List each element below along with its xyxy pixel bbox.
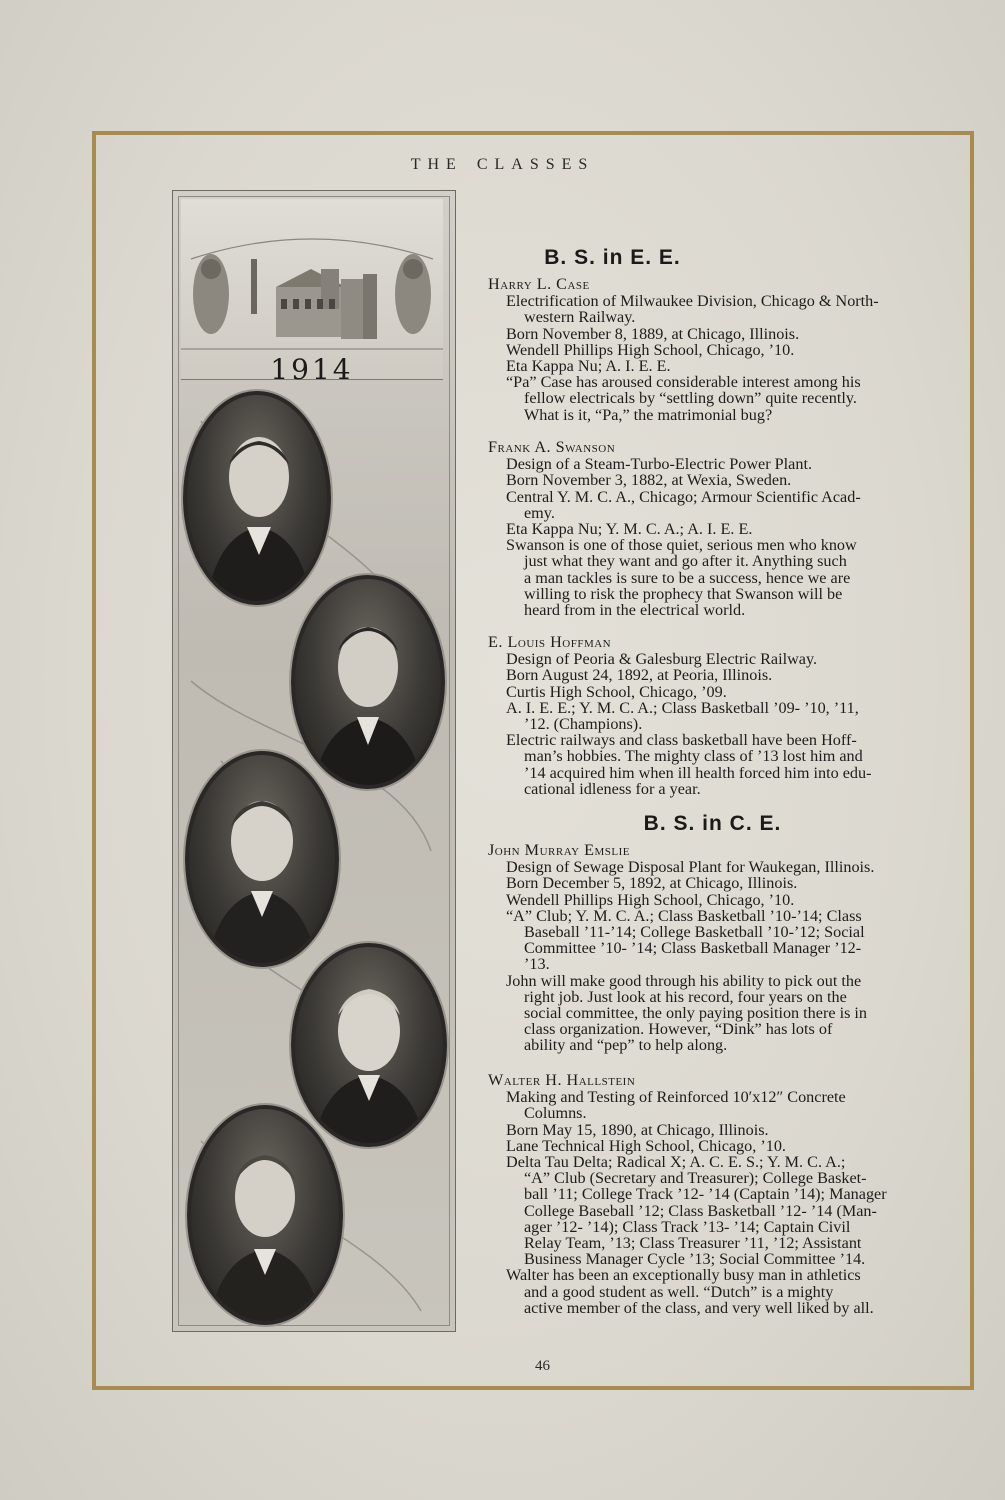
entry-line: Lane Technical High School, Chicago, ’10.	[506, 1136, 786, 1155]
entry-line: “A” Club; Y. M. C. A.; Class Basketball ’10-’14; Class	[506, 906, 862, 925]
entry-line: “Pa” Case has aroused considerable interest among his	[506, 373, 861, 392]
entry-line: Central Y. M. C. A., Chicago; Armour Scientific Acad-	[506, 487, 861, 506]
entry-line: willing to risk the prophecy that Swanson will be	[524, 584, 843, 603]
entry-line: Business Manager Cycle ’13; Social Committee ’14.	[524, 1250, 866, 1269]
campus-illustration-banner	[181, 199, 443, 386]
entry-name: E. Louis Hoffman	[488, 633, 612, 651]
entry-line: Wendell Phillips High School, Chicago, ’10.	[506, 340, 795, 359]
entry-line: Eta Kappa Nu; A. I. E. E.	[506, 357, 671, 376]
entry-line: just what they want and go after it. Anything such	[524, 552, 847, 571]
entry-line: ’13.	[524, 955, 550, 974]
header-word-classes: CLASSES	[476, 156, 595, 173]
portrait-figure	[189, 755, 335, 963]
entry-emslie	[488, 842, 918, 1054]
running-header	[0, 156, 1005, 174]
entry-line: Electrification of Milwaukee Division, Chicago & North-	[506, 292, 879, 311]
entry-line: Design of a Steam-Turbo-Electric Power Plant.	[506, 455, 813, 474]
entry-line: Design of Peoria & Galesburg Electric Railway.	[506, 650, 818, 669]
entry-line: Baseball ’11-’14; College Basketball ’10-’12; Social	[524, 923, 865, 942]
section-heading-ee: B. S. in E. E.	[544, 246, 681, 269]
entry-name: John Murray Emslie	[488, 841, 631, 859]
entry-hoffman	[488, 634, 918, 797]
entry-line: man’s hobbies. The mighty class of ’13 lost him and	[524, 747, 863, 766]
entry-line: emy.	[524, 503, 555, 522]
portrait-hallstein	[187, 1105, 343, 1325]
entry-hallstein	[488, 1072, 918, 1316]
entry-line: active member of the class, and very well liked by all.	[524, 1298, 874, 1317]
entry-case	[488, 276, 918, 423]
entry-line: Born December 5, 1892, at Chicago, Illinois.	[506, 874, 798, 893]
entry-line: Curtis High School, Chicago, ’09.	[506, 682, 727, 701]
entry-line: Eta Kappa Nu; Y. M. C. A.; A. I. E. E.	[506, 520, 753, 539]
entry-line: What is it, “Pa,” the matrimonial bug?	[524, 405, 773, 424]
entry-line: heard from in the electrical world.	[524, 601, 746, 620]
section-heading-ce: B. S. in C. E.	[643, 812, 782, 835]
entry-line: Born November 3, 1882, at Wexia, Sweden.	[506, 471, 792, 490]
entry-line: ability and “pep” to help along.	[524, 1036, 728, 1055]
class-year: 1914	[270, 353, 354, 386]
portrait-case	[183, 391, 331, 605]
portrait-figure	[187, 395, 327, 601]
entry-line: Committee ’10- ’14; Class Basketball Manager ’12-	[524, 939, 862, 958]
entry-line: Electric railways and class basketball have been Hoff-	[506, 731, 857, 750]
entry-line: and a good student as well. “Dutch” is a mighty	[524, 1282, 834, 1301]
entry-line: Columns.	[524, 1104, 587, 1123]
header-word-the: THE	[410, 156, 463, 173]
entry-line: Born August 24, 1892, at Peoria, Illinois.	[506, 666, 773, 685]
entry-line: Delta Tau Delta; Radical X; A. C. E. S.; Y. M. C. A.;	[506, 1153, 846, 1172]
entry-line: ball ’11; College Track ’12- ’14 (Captain ’14); Manager	[524, 1185, 887, 1204]
entry-line: western Railway.	[524, 308, 636, 327]
entry-name: Walter H. Hallstein	[488, 1071, 636, 1089]
entry-line: right job. Just look at his record, four years on the	[524, 987, 847, 1006]
entry-line: Relay Team, ’13; Class Treasurer ’11, ’12; Assistant	[524, 1234, 862, 1253]
entry-line: Born November 8, 1889, at Chicago, Illinois.	[506, 324, 800, 343]
portrait-hoffman	[185, 751, 339, 967]
portrait-figure	[191, 1109, 339, 1321]
entry-line: Making and Testing of Reinforced 10′x12″ Concrete	[506, 1088, 846, 1107]
entry-swanson	[488, 439, 918, 618]
page-number: 46	[535, 1358, 550, 1374]
entry-name: Harry L. Case	[488, 275, 590, 293]
campus-buildings-illustration	[181, 199, 443, 379]
entry-name: Frank A. Swanson	[488, 438, 616, 456]
entry-line: fellow electricals by “settling down” quite recently.	[524, 389, 857, 408]
entry-line: A. I. E. E.; Y. M. C. A.; Class Basketball ’09- ’10, ’11,	[506, 698, 859, 717]
entry-line: ’12. (Champions).	[524, 715, 643, 734]
entry-line: ager ’12- ’14); Class Track ’13- ’14; Captain Civil	[524, 1217, 851, 1236]
entry-line: a man tackles is sure to be a success, hence we are	[524, 568, 851, 587]
entry-line: Wendell Phillips High School, Chicago, ’10.	[506, 890, 795, 909]
entry-line: College Baseball ’12; Class Basketball ’12- ’14 (Man-	[524, 1201, 877, 1220]
entry-line: Walter has been an exceptionally busy man in athletics	[506, 1266, 861, 1285]
entry-line: John will make good through his ability to pick out the	[506, 971, 862, 990]
entry-line: Design of Sewage Disposal Plant for Waukegan, Illinois.	[506, 858, 875, 877]
entry-line: social committee, the only paying position there is in	[524, 1004, 868, 1023]
entry-line: Born May 15, 1890, at Chicago, Illinois.	[506, 1120, 769, 1139]
entry-line: Swanson is one of those quiet, serious men who know	[506, 536, 857, 555]
entry-line: ’14 acquired him when ill health forced him into edu-	[524, 763, 872, 782]
portrait-panel	[172, 190, 456, 1332]
entry-line: “A” Club (Secretary and Treasurer); College Basket-	[524, 1169, 867, 1188]
entry-line: class organization. However, “Dink” has lots of	[524, 1020, 833, 1039]
entry-line: cational idleness for a year.	[524, 779, 701, 798]
